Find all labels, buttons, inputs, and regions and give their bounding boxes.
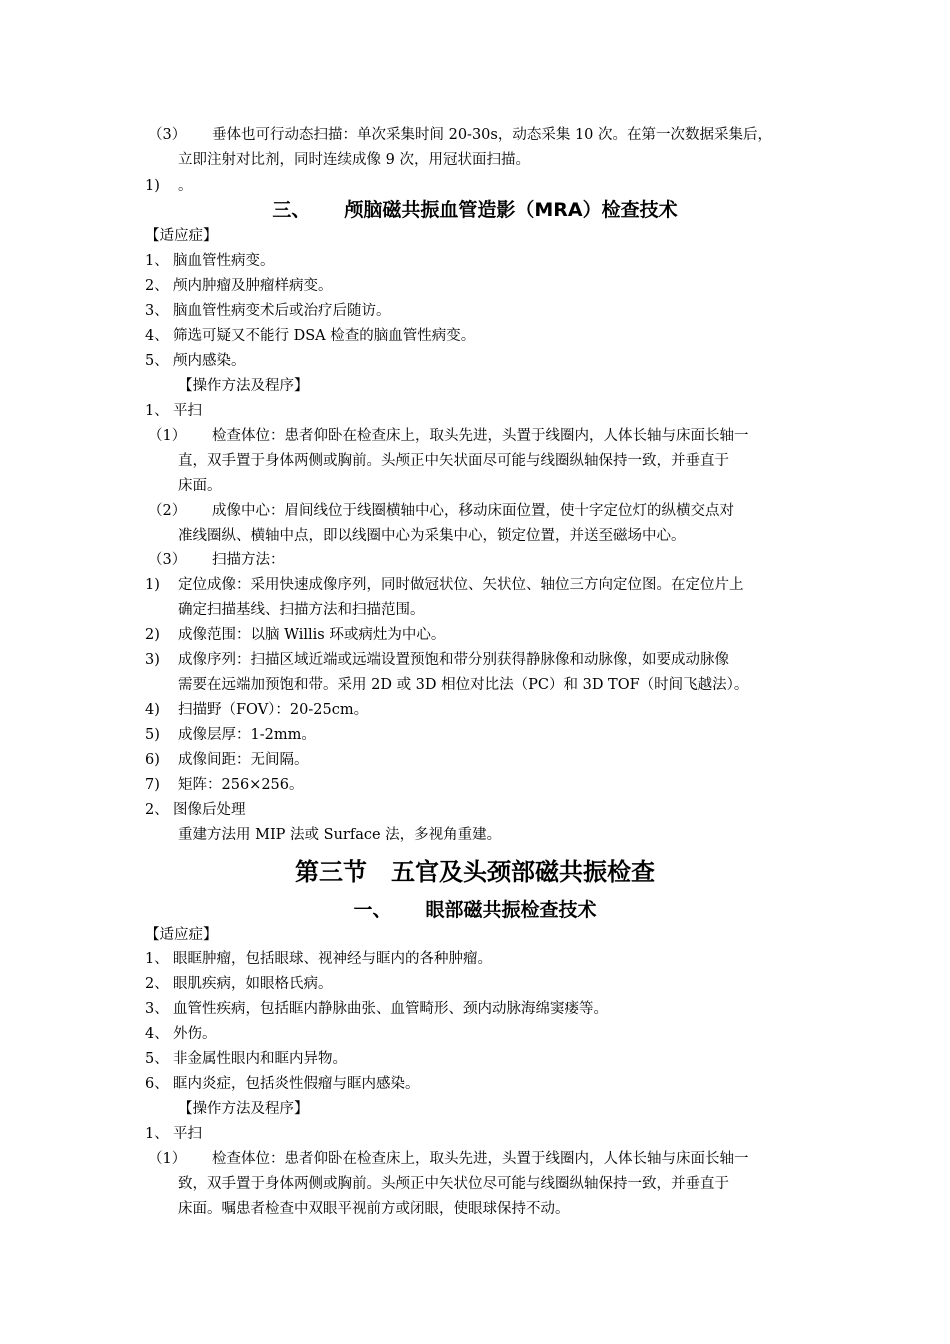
item-number: 1、 [145,1126,169,1142]
list-item-text: 需要在远端加预饱和带。采用 2D 或 3D 相位对比法（PC）和 3D TOF（时间飞越法）。 [178,677,749,693]
label-text: 【适应症】 [145,228,218,244]
section-heading [0,897,950,923]
list-item-text: 脑血管性病变术后或治疗后随访。 [173,303,391,319]
paragraph-text: 床面。嘱患者检查中双眼平视前方或闭眼，使眼球保持不动。 [178,1201,570,1217]
list-item-text: 眼眶肿瘤，包括眼球、视神经与眶内的各种肿瘤。 [173,951,492,967]
list-item-text: 筛选可疑又不能行 DSA 检查的脑血管性病变。 [173,328,476,344]
item-number: 5) [145,727,160,743]
label-text: 【适应症】 [145,927,218,943]
paragraph-text: 立即注射对比剂，同时连续成像 9 次，用冠状面扫描。 [178,152,530,168]
list-item-text: 成像范围：以脑 Willis 环或病灶为中心。 [178,627,446,643]
list-item-text: 平扫 [173,1126,202,1142]
paragraph-text: 检查体位：患者仰卧在检查床上，取头先进，头置于线圈内，人体长轴与床面长轴一 [212,1151,749,1167]
item-number: 5、 [145,353,169,369]
item-number: （3） [148,552,187,568]
section-heading [0,197,950,223]
item-number: （2） [148,503,187,519]
paragraph-text: 扫描方法： [212,552,285,568]
item-number: 2) [145,627,160,643]
label-text: 【操作方法及程序】 [178,378,309,394]
item-number: 1、 [145,253,169,269]
item-number: 4、 [145,1026,169,1042]
heading-text: 颅脑磁共振血管造影（MRA）检查技术 [344,199,678,221]
item-number: 3、 [145,1001,169,1017]
item-number: 6) [145,752,160,768]
list-item-text: 矩阵：256×256。 [178,777,304,793]
item-number: 1、 [145,403,169,419]
list-item-text: 图像后处理 [173,802,246,818]
paragraph-text: 致，双手置于身体两侧或胸前。头颅正中矢状位尽可能与线圈纵轴保持一致，并垂直于 [178,1176,729,1192]
item-number: 2、 [145,976,169,992]
item-number: 5、 [145,1051,169,1067]
list-item-text: 颅内感染。 [173,353,246,369]
list-item-text: 血管性疾病，包括眶内静脉曲张、血管畸形、颈内动脉海绵窦瘘等。 [173,1001,608,1017]
list-item-text: 成像序列：扫描区域近端或远端设置预饱和带分别获得静脉像和动脉像，如要成动脉像 [178,652,729,668]
list-item-text: 扫描野（FOV）：20-25cm。 [178,702,369,718]
list-item-text: 眶内炎症，包括炎性假瘤与眶内感染。 [173,1076,420,1092]
paragraph-text: 垂体也可行动态扫描：单次采集时间 20-30s，动态采集 10 次。在第一次数据采集后， [212,127,773,143]
list-item-text: 非金属性眼内和眶内异物。 [173,1051,347,1067]
label-text: 【操作方法及程序】 [178,1101,309,1117]
list-item-text: 眼肌疾病，如眼格氏病。 [173,976,333,992]
item-number: 7) [145,777,160,793]
item-number: 3、 [145,303,169,319]
item-number: 2、 [145,278,169,294]
item-number: 4、 [145,328,169,344]
heading-number: 一、 [353,899,392,921]
heading-number: 三、 [272,199,311,221]
item-number: 1) [145,577,160,593]
list-item-text: 脑血管性病变。 [173,253,275,269]
paragraph-text: 成像中心：眉间线位于线圈横轴中心，移动床面位置，使十字定位灯的纵横交点对 [212,503,734,519]
list-item-text: 平扫 [173,403,202,419]
list-item-text: 。 [178,178,193,194]
paragraph-text: 重建方法用 MIP 法或 Surface 法，多视角重建。 [178,827,502,843]
list-item-text: 颅内肿瘤及肿瘤样病变。 [173,278,333,294]
heading-text: 眼部磁共振检查技术 [425,899,597,921]
item-number: 4) [145,702,160,718]
item-number: 3) [145,652,160,668]
item-number: 6、 [145,1076,169,1092]
item-number: （3） [148,127,187,143]
list-item-text: 成像间距：无间隔。 [178,752,309,768]
list-item-text: 定位成像：采用快速成像序列，同时做冠状位、矢状位、轴位三方向定位图。在定位片上 [178,577,744,593]
list-item-text: 成像层厚：1-2mm。 [178,727,316,743]
list-item-text: 确定扫描基线、扫描方法和扫描范围。 [178,602,425,618]
item-number: 2、 [145,802,169,818]
list-item-text: 外伤。 [173,1026,217,1042]
chapter-title: 第三节 五官及头颈部磁共振检查 [295,858,655,886]
item-number: 1、 [145,951,169,967]
paragraph-text: 直，双手置于身体两侧或胸前。头颅正中矢状面尽可能与线圈纵轴保持一致，并垂直于 [178,453,729,469]
paragraph-text: 检查体位：患者仰卧在检查床上，取头先进，头置于线圈内，人体长轴与床面长轴一 [212,428,749,444]
paragraph-text: 床面。 [178,478,222,494]
item-number: 1) [145,178,160,194]
item-number: （1） [148,428,187,444]
item-number: （1） [148,1151,187,1167]
paragraph-text: 准线圈纵、横轴中点，即以线圈中心为采集中心，锁定位置，并送至磁场中心。 [178,528,686,544]
